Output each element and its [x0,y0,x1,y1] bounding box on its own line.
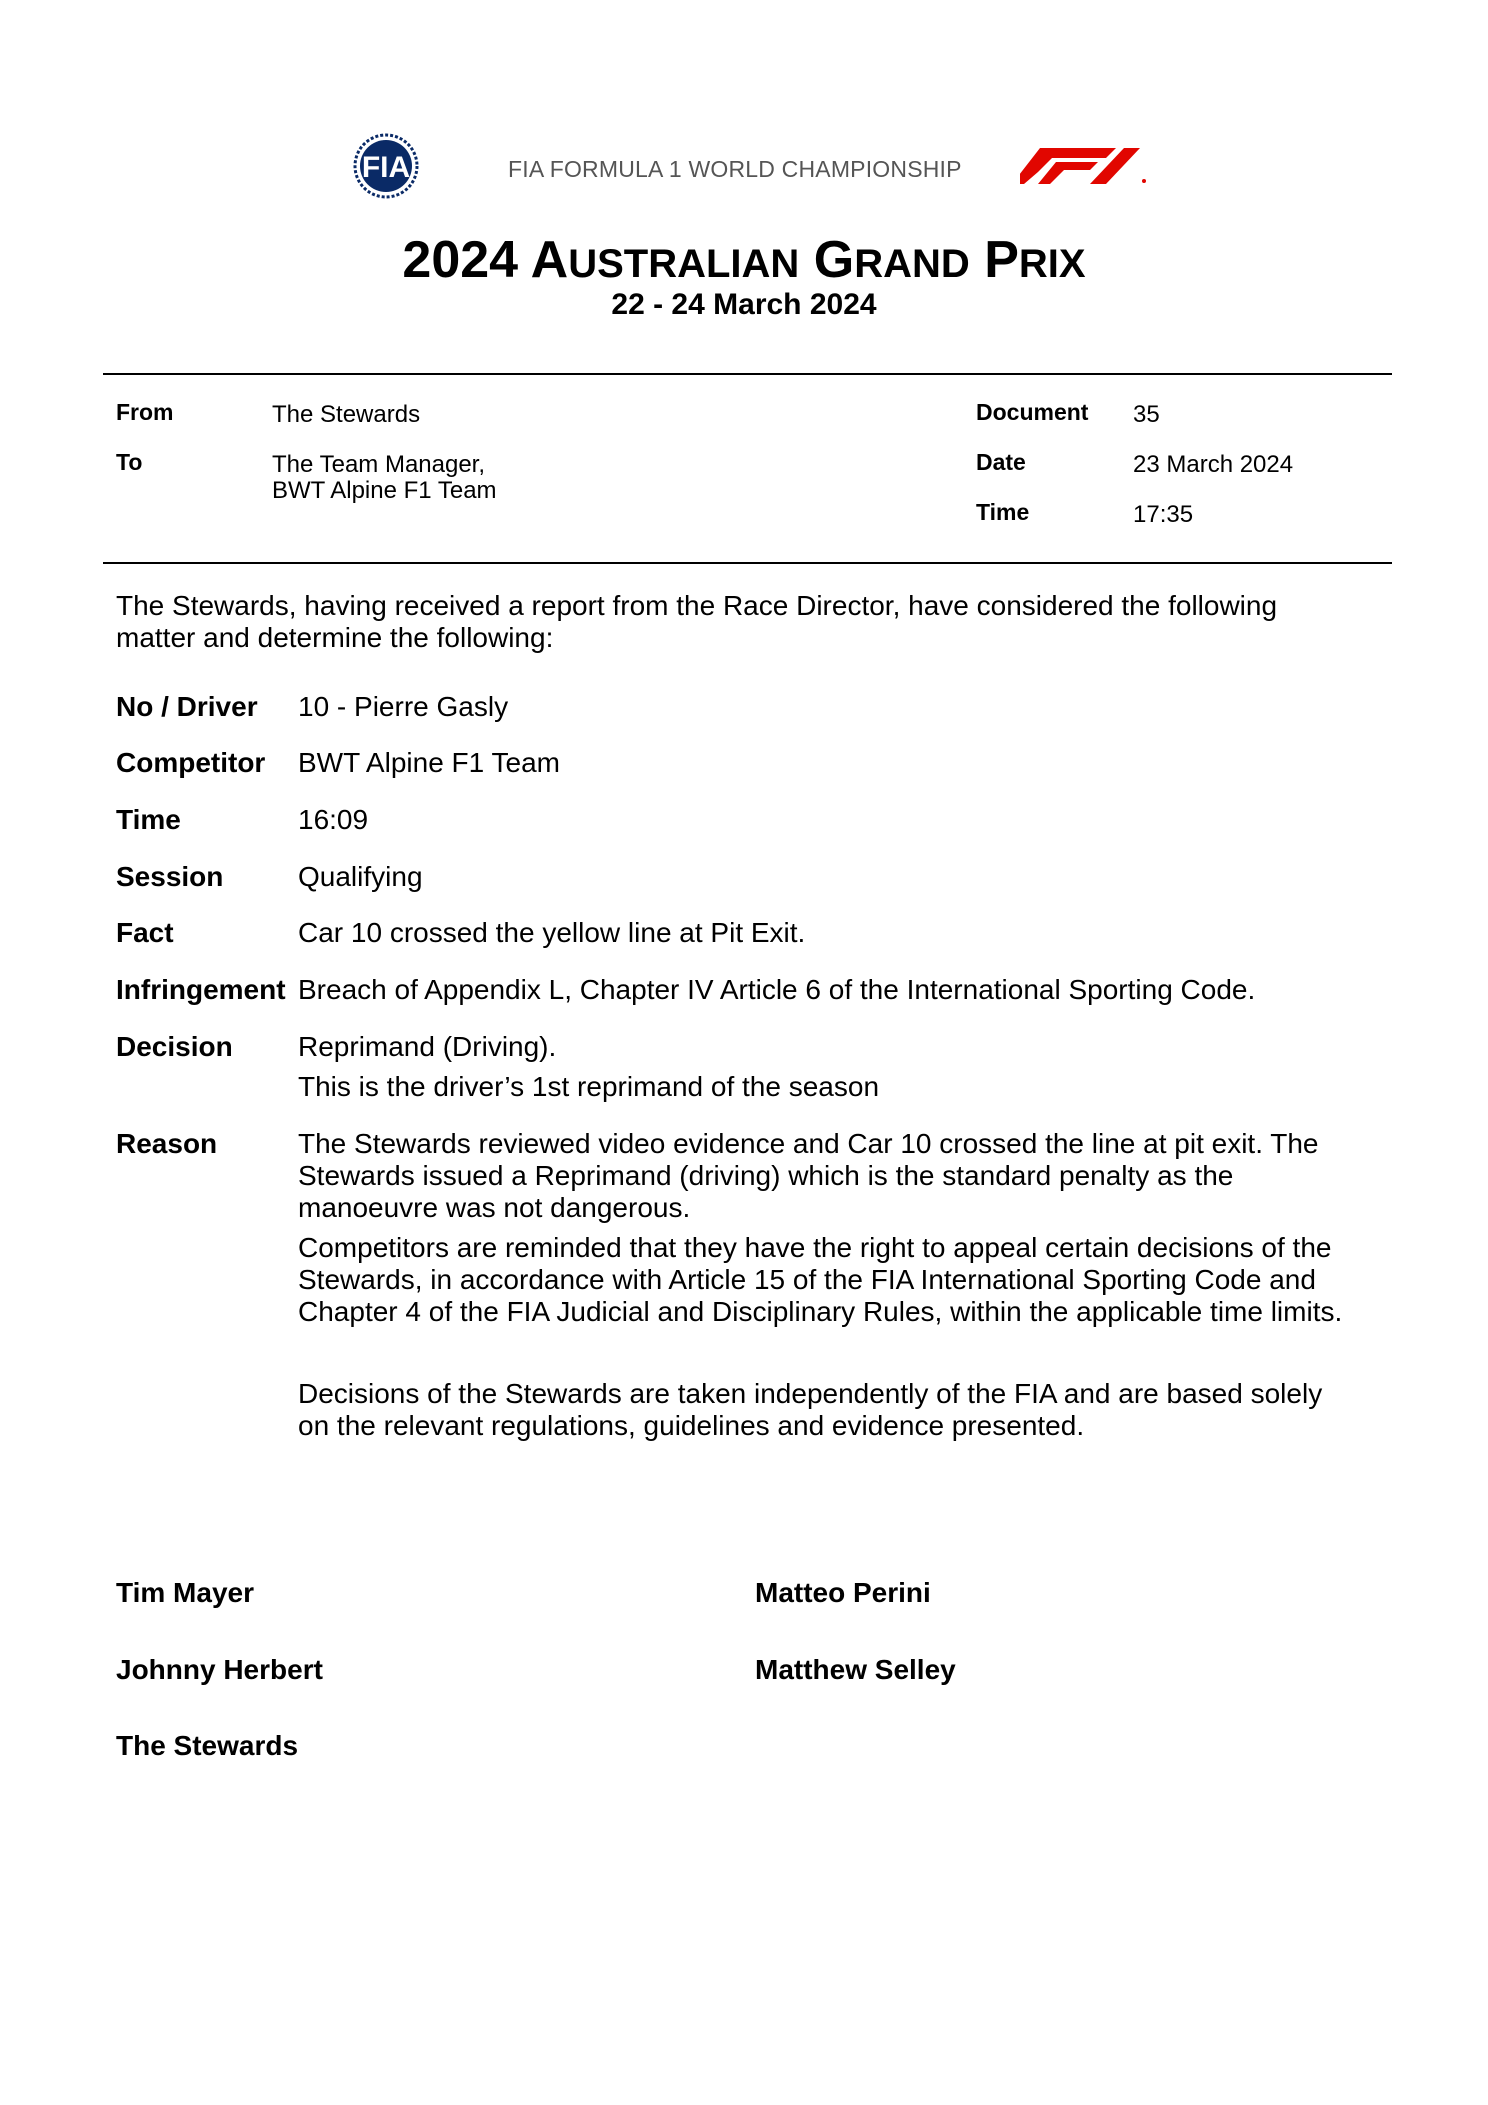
session-label: Session [116,861,224,892]
incident-time-label: Time [116,804,181,835]
steward-matteo-perini: Matteo Perini [755,1577,931,1608]
decision-line1: Reprimand (Driving). [298,1031,557,1062]
fact-label: Fact [116,917,174,948]
steward-matthew-selley: Matthew Selley [755,1654,956,1685]
driver-label: No / Driver [116,691,258,722]
championship-name: FIA FORMULA 1 WORLD CHAMPIONSHIP [508,156,962,182]
date-value: 23 March 2024 [1133,451,1294,478]
intro-paragraph: The Stewards, having received a report from the Race Director, have considered the following matter and determine the following: [116,590,1278,653]
time-value: 17:35 [1133,501,1194,528]
date-label: Date [976,449,1026,475]
reason-paragraph-2: Competitors are reminded that they have the right to appeal certain decisions of the Stewards, in accordance with Article 15 of the FIA International Sporting Code and Chapter 4 of the FIA Judicial and Disciplinary Rules, within the applicable time limits. [298,1232,1343,1327]
decision-value [298,1031,1358,1111]
competitor-label: Competitor [116,747,266,778]
steward-tim-mayer: Tim Mayer [116,1577,254,1608]
reason-label: Reason [116,1128,218,1159]
fia-logo [338,133,434,199]
document-number: 35 [1133,401,1160,428]
top-divider [103,373,1392,375]
to-value-line1: The Team Manager, [272,451,486,478]
to-value [272,452,497,504]
session-value: Qualifying [298,861,423,892]
document-label: Document [976,399,1089,425]
infringement-label: Infringement [116,974,286,1005]
decision-label: Decision [116,1031,233,1062]
reason-value [298,1128,1358,1336]
driver-value: 10 - Pierre Gasly [298,691,509,722]
from-label: From [116,399,174,425]
to-value-line2: BWT Alpine F1 Team [272,477,497,504]
infringement-value: Breach of Appendix L, Chapter IV Article 6 of the International Sporting Code. [298,974,1256,1005]
incident-time-value: 16:09 [298,804,369,835]
decision-line2: This is the driver’s 1st reprimand of the season [298,1071,880,1102]
reason-paragraph-3: Decisions of the Stewards are taken independently of the FIA and are based solely on the relevant regulations, guidelines and evidence presented. [298,1378,1323,1441]
from-value: The Stewards [272,401,421,428]
page-title: 2024 AUSTRALIAN GRAND PRIX [402,231,1086,289]
time-label: Time [976,499,1030,525]
f1-logo [1020,148,1156,184]
fia-logo-text: FIA [361,151,411,184]
event-dates: 22 - 24 March 2024 [611,288,877,321]
fact-value: Car 10 crossed the yellow line at Pit Exit. [298,917,806,948]
competitor-value: BWT Alpine F1 Team [298,747,560,778]
to-label: To [116,449,143,475]
bottom-divider [103,562,1392,564]
reason-paragraph-1: The Stewards reviewed video evidence and Car 10 crossed the line at pit exit. The Stewards issued a Reprimand (driving) which is the standard penalty as the manoeuvre was not dangerous. [298,1128,1319,1223]
steward-johnny-herbert: Johnny Herbert [116,1654,323,1685]
closing-signature: The Stewards [116,1730,299,1761]
